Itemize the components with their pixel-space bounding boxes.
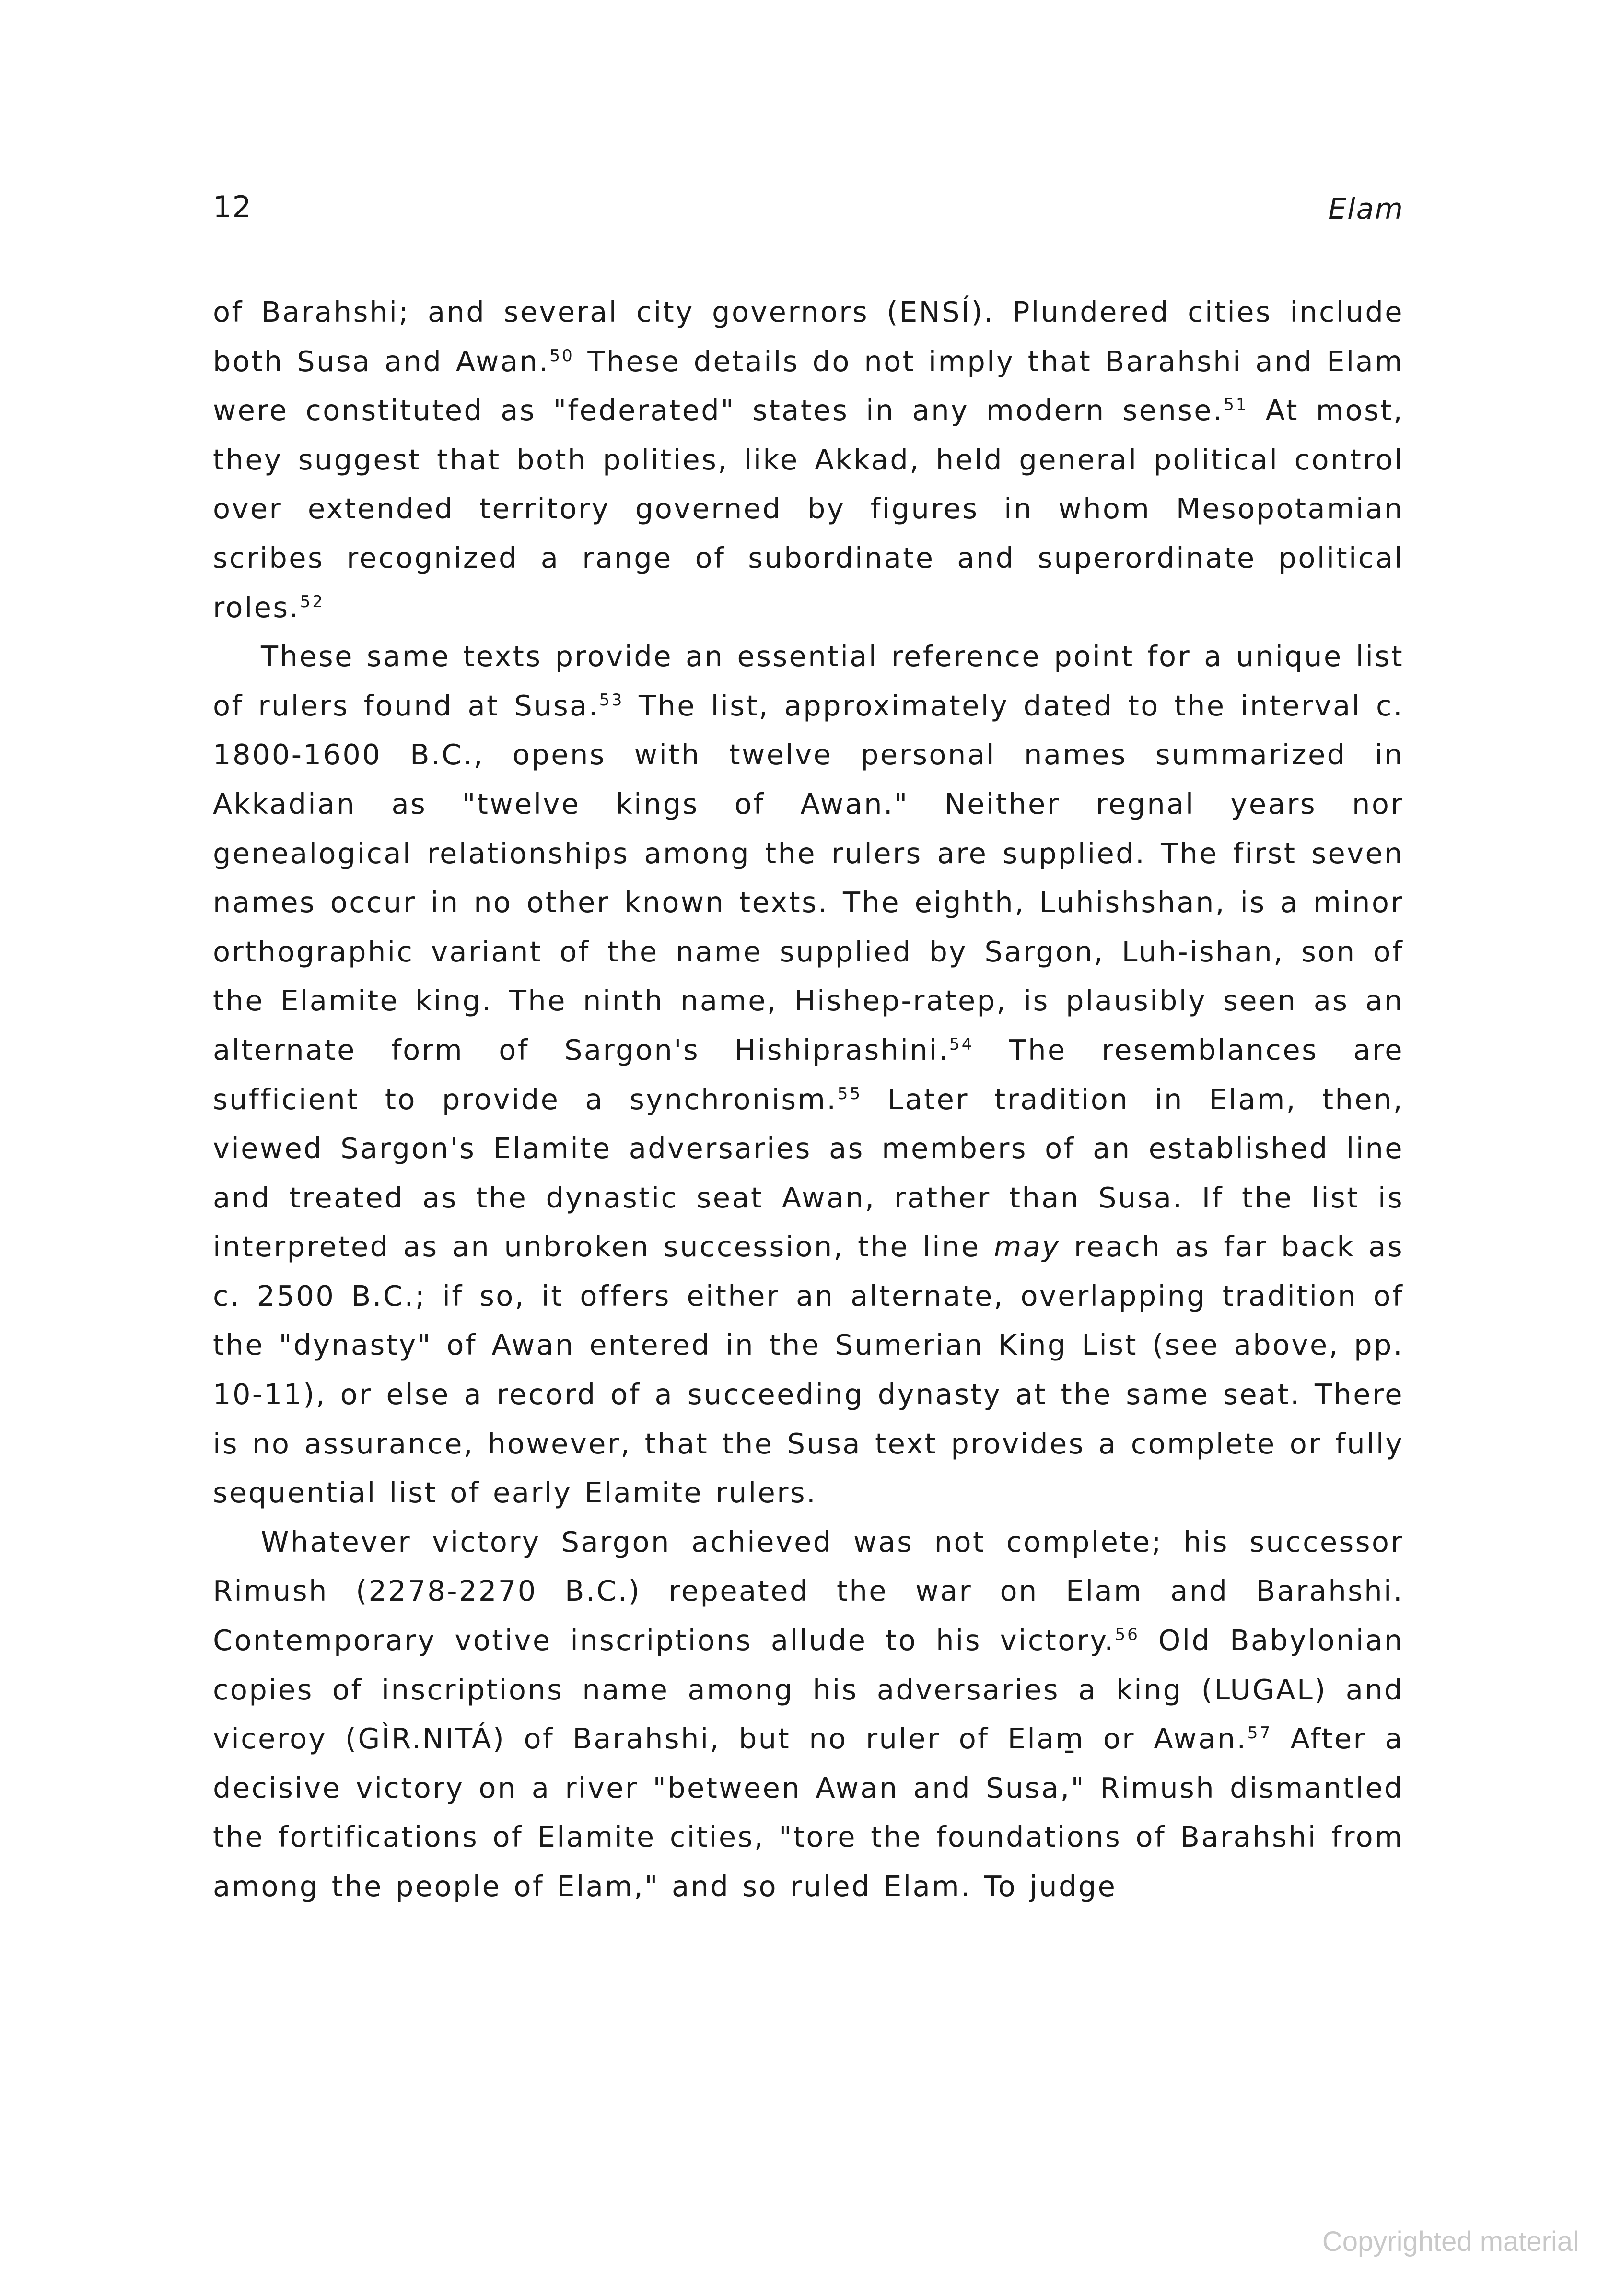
body-text (213, 288, 1404, 1911)
text-run: At most, they suggest that both polities, like Akkad, held general political control over extended territory governed by figures in whom Mesopotamian scribes recognized a range of subordinate and superordinate political roles. (213, 394, 1404, 624)
text-run: of Barahshi; and several city governors (ENSÍ). Plundered cities include both Susa and Awan. (213, 295, 1404, 378)
footnote-marker: 57 (1247, 1723, 1272, 1743)
text-run: After a decisive victory on a river "between Awan and Susa," Rimush dismantled the fortifications of Elamite cities, "tore the foundations of Barahshi from among the people of Elam," and so ruled Elam. To judge (213, 1722, 1404, 1903)
footnote-marker: 53 (599, 690, 624, 710)
footnote-marker: 52 (300, 592, 325, 611)
text-run: These same texts provide an essential reference point for a unique list of rulers found at Susa. (213, 640, 1404, 722)
text-run: Later tradition in Elam, then, viewed Sargon's Elamite adversaries as members of an established line and treated as the dynastic seat Awan, rather than Susa. If the list is interpreted as an unbroken succession, the line (213, 1082, 1404, 1264)
running-head: Elam (1328, 192, 1404, 226)
text-run: The list, approximately dated to the interval c. 1800-1600 B.C., opens with twelve personal names summarized in Akkadian as "twelve kings of Awan." Neither regnal years nor genealogical relationships among the rulers are supplied. The first seven names occur in no other known texts. The eighth, Luhishshan, is a minor orthographic variant of the name supplied by Sargon, Luh-ishan, son of the Elamite king. The ninth name, Hishep-ratep, is plausibly seen as an alternate form of Sargon's Hishiprashini. (213, 689, 1404, 1066)
footnote-marker: 55 (837, 1084, 863, 1103)
page-number: 12 (213, 189, 252, 224)
footnote-marker: 56 (1115, 1625, 1140, 1644)
text-run: The resemblances are sufficient to provide a synchronism. (213, 1033, 1404, 1116)
text-run: reach as far back as c. 2500 B.C.; if so, it offers either an alternate, overlapping tradition of the "dynasty" of Awan entered in the Sumerian King List (see above, pp. 10-11), or else a record of a succeeding dynasty at the same seat. There is no assurance, however, that the Susa text provides a complete or fully sequential list of early Elamite rulers. (213, 1230, 1404, 1510)
footnote-marker: 51 (1224, 395, 1248, 414)
emphasis-text: may (993, 1230, 1061, 1264)
footnote-marker: 50 (549, 346, 574, 365)
copyright-watermark: Copyrighted material (1322, 2226, 1579, 2257)
text-run: These details do not imply that Barahshi and Elam were constituted as "federated" states in any modern sense. (213, 344, 1404, 427)
paragraph (213, 632, 1404, 1518)
text-run: Old Babylonian copies of inscriptions name among his adversaries a king (LUGAL) and viceroy (GÌR.NITÁ) of Barahshi, but no ruler of Elam̱ or Awan. (213, 1624, 1404, 1756)
paragraph (213, 1518, 1404, 1911)
paragraph (213, 288, 1404, 632)
footnote-marker: 54 (949, 1034, 974, 1054)
text-run: Whatever victory Sargon achieved was not complete; his successor Rimush (2278-2270 B.C.) repeated the war on Elam and Barahshi. Contemporary votive inscriptions allude to his victory. (213, 1525, 1404, 1657)
